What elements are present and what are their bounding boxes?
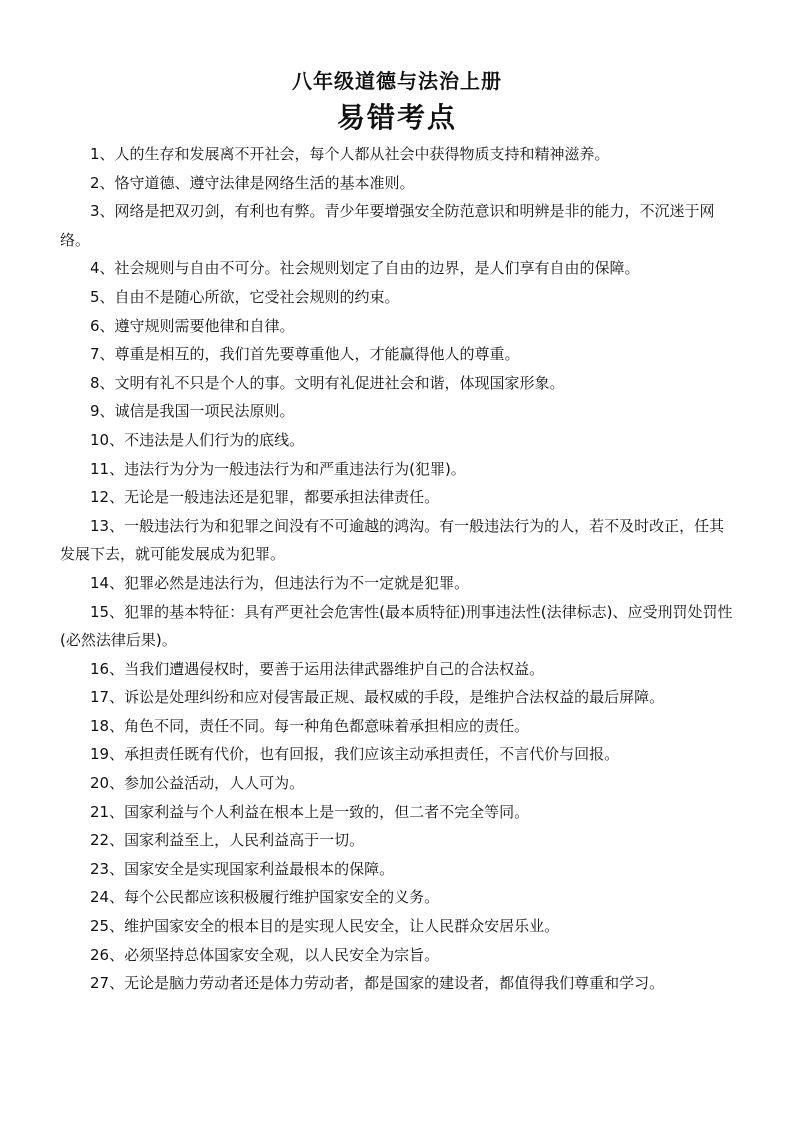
list-item: 5、自由不是随心所欲，它受社会规则的约束。	[90, 287, 400, 306]
list-item: 3、网络是把双刃剑，有利也有弊。青少年要增强安全防范意识和明辨是非的能力，不沉迷于网络。	[60, 202, 715, 249]
list-item: 20、参加公益活动，人人可为。	[90, 774, 305, 793]
document-subtitle: 易错考点	[336, 101, 457, 134]
list-item: 25、维护国家安全的根本目的是实现人民安全，让人民群众安居乐业。	[90, 917, 560, 936]
list-item: 16、当我们遭遇侵权时，要善于运用法律武器维护自己的合法权益。	[90, 659, 545, 678]
list-item: 24、每个公民都应该积极履行维护国家安全的义务。	[90, 888, 440, 907]
list-item: 23、国家安全是实现国家利益最根本的保障。	[90, 859, 395, 878]
list-item: 15、犯罪的基本特征：具有严更社会危害性(最本质特征)刑事违法性(法律标志)、应受刑罚处罚性(必然法律后果)。	[60, 602, 733, 650]
document-title: 八年级道德与法治上册	[292, 69, 502, 93]
list-item: 26、必须坚持总体国家安全观，以人民安全为宗旨。	[90, 945, 440, 964]
list-item: 1、人的生存和发展离不开社会，每个人都从社会中获得物质支持和精神滋养。	[90, 145, 610, 163]
list-item: 10、不违法是人们行为的底线。	[90, 430, 305, 449]
list-item: 22、国家利益至上，人民利益高于一切。	[90, 831, 365, 850]
list-item: 18、角色不同，责任不同。每一种角色都意味着承担相应的责任。	[90, 716, 530, 735]
list-item: 12、无论是一般违法还是犯罪，都要承担法律责任。	[90, 488, 440, 507]
list-item: 9、诚信是我国一项民法原则。	[90, 402, 295, 421]
list-item: 19、承担责任既有代价，也有回报，我们应该主动承担责任，不言代价与回报。	[90, 745, 620, 764]
list-item: 27、无论是脑力劳动者还是体力劳动者，都是国家的建设者，都值得我们尊重和学习。	[90, 974, 665, 993]
list-item: 8、文明有礼不只是个人的事。文明有礼促进社会和谐，体现国家形象。	[90, 373, 565, 392]
list-item: 4、社会规则与自由不可分。社会规则划定了自由的边界，是人们享有自由的保障。	[90, 259, 640, 278]
list-item: 11、违法行为分为一般违法行为和严重违法行为(犯罪)。	[90, 459, 466, 478]
list-item: 7、尊重是相互的，我们首先要尊重他人，才能赢得他人的尊重。	[90, 345, 520, 364]
list-item: 17、诉讼是处理纠纷和应对侵害最正规、最权威的手段，是维护合法权益的最后屏障。	[90, 688, 665, 707]
points-list	[60, 140, 734, 998]
list-item: 21、国家利益与个人利益在根本上是一致的，但二者不完全等同。	[90, 802, 530, 821]
list-item: 2、恪守道德、遵守法律是网络生活的基本准则。	[90, 173, 415, 192]
list-item: 14、犯罪必然是违法行为，但违法行为不一定就是犯罪。	[90, 573, 470, 592]
list-item: 13、一般违法行为和犯罪之间没有不可逾越的鸿沟。有一般违法行为的人，若不及时改正，任其发展下去，就可能发展成为犯罪。	[60, 516, 725, 564]
list-item: 6、遵守规则需要他律和自律。	[90, 316, 295, 335]
